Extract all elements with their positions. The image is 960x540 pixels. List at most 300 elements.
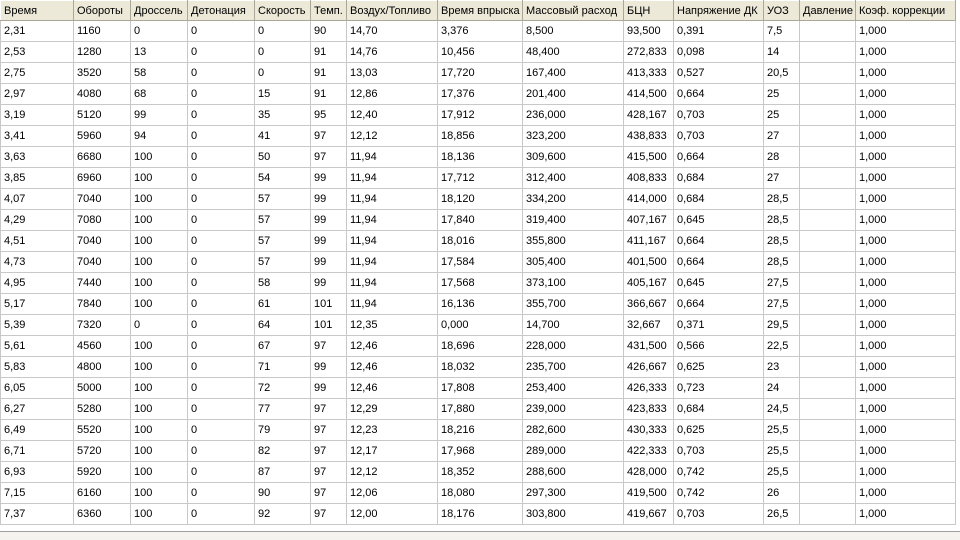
table-cell[interactable]: 1,000 (856, 294, 956, 315)
table-cell[interactable]: 8,500 (523, 21, 624, 42)
table-cell[interactable]: 3,376 (438, 21, 523, 42)
table-cell[interactable]: 0 (188, 84, 255, 105)
table-cell[interactable]: 0 (255, 21, 311, 42)
table-row[interactable] (1, 42, 956, 63)
table-cell[interactable]: 1,000 (856, 336, 956, 357)
table-cell[interactable]: 428,000 (624, 462, 674, 483)
table-cell[interactable]: 1,000 (856, 126, 956, 147)
table-cell[interactable]: 0 (188, 483, 255, 504)
table-cell[interactable]: 100 (131, 378, 188, 399)
table-cell[interactable]: 0 (188, 42, 255, 63)
table-cell[interactable]: 24 (764, 378, 800, 399)
table-cell[interactable]: 1,000 (856, 378, 956, 399)
table-cell[interactable]: 2,31 (1, 21, 74, 42)
table-cell[interactable]: 0 (255, 63, 311, 84)
table-cell[interactable]: 0,664 (674, 231, 764, 252)
table-cell[interactable]: 0,703 (674, 504, 764, 525)
table-cell[interactable]: 97 (311, 420, 347, 441)
table-cell[interactable]: 99 (311, 210, 347, 231)
column-header[interactable]: Время впрыска (438, 1, 523, 21)
table-row[interactable] (1, 336, 956, 357)
table-cell[interactable]: 1,000 (856, 231, 956, 252)
table-cell[interactable]: 25,5 (764, 441, 800, 462)
table-cell[interactable]: 422,333 (624, 441, 674, 462)
table-cell[interactable]: 5280 (74, 399, 131, 420)
table-cell[interactable]: 12,12 (347, 462, 438, 483)
table-cell[interactable]: 18,696 (438, 336, 523, 357)
table-cell[interactable]: 18,856 (438, 126, 523, 147)
table-row[interactable] (1, 105, 956, 126)
table-cell[interactable]: 12,12 (347, 126, 438, 147)
table-cell[interactable]: 79 (255, 420, 311, 441)
table-cell[interactable]: 100 (131, 420, 188, 441)
table-cell[interactable]: 5720 (74, 441, 131, 462)
table-cell[interactable]: 6160 (74, 483, 131, 504)
table-cell[interactable]: 272,833 (624, 42, 674, 63)
table-cell[interactable]: 71 (255, 357, 311, 378)
table-cell[interactable]: 407,167 (624, 210, 674, 231)
table-cell[interactable]: 1,000 (856, 168, 956, 189)
table-cell[interactable]: 24,5 (764, 399, 800, 420)
table-cell[interactable]: 1,000 (856, 462, 956, 483)
table-cell[interactable]: 11,94 (347, 168, 438, 189)
table-cell[interactable]: 423,833 (624, 399, 674, 420)
table-cell[interactable]: 18,016 (438, 231, 523, 252)
table-cell[interactable] (800, 399, 856, 420)
table-cell[interactable]: 430,333 (624, 420, 674, 441)
table-cell[interactable]: 0,664 (674, 252, 764, 273)
table-cell[interactable]: 99 (311, 273, 347, 294)
table-cell[interactable]: 0,703 (674, 126, 764, 147)
table-cell[interactable]: 1,000 (856, 315, 956, 336)
table-cell[interactable]: 18,216 (438, 420, 523, 441)
table-cell[interactable]: 15 (255, 84, 311, 105)
table-cell[interactable]: 17,840 (438, 210, 523, 231)
table-cell[interactable] (800, 252, 856, 273)
table-cell[interactable]: 7,5 (764, 21, 800, 42)
table-cell[interactable]: 366,667 (624, 294, 674, 315)
table-cell[interactable]: 11,94 (347, 252, 438, 273)
table-cell[interactable]: 5,61 (1, 336, 74, 357)
table-cell[interactable]: 57 (255, 189, 311, 210)
table-cell[interactable] (800, 42, 856, 63)
table-cell[interactable]: 5120 (74, 105, 131, 126)
table-cell[interactable]: 97 (311, 462, 347, 483)
table-cell[interactable]: 26,5 (764, 504, 800, 525)
table-cell[interactable]: 3,85 (1, 168, 74, 189)
table-cell[interactable]: 61 (255, 294, 311, 315)
table-cell[interactable]: 27,5 (764, 294, 800, 315)
table-cell[interactable]: 77 (255, 399, 311, 420)
table-cell[interactable]: 91 (311, 42, 347, 63)
table-row[interactable] (1, 231, 956, 252)
table-cell[interactable]: 5520 (74, 420, 131, 441)
table-cell[interactable]: 4080 (74, 84, 131, 105)
table-cell[interactable]: 355,800 (523, 231, 624, 252)
table-row[interactable] (1, 126, 956, 147)
column-header[interactable]: Коэф. коррекции (856, 1, 956, 21)
table-cell[interactable]: 18,032 (438, 357, 523, 378)
table-cell[interactable]: 1,000 (856, 441, 956, 462)
table-cell[interactable]: 101 (311, 315, 347, 336)
table-row[interactable] (1, 462, 956, 483)
table-cell[interactable]: 0,664 (674, 294, 764, 315)
table-cell[interactable]: 99 (311, 252, 347, 273)
table-cell[interactable] (800, 336, 856, 357)
table-cell[interactable]: 91 (311, 84, 347, 105)
table-cell[interactable]: 0 (188, 441, 255, 462)
table-cell[interactable]: 100 (131, 399, 188, 420)
table-cell[interactable]: 97 (311, 483, 347, 504)
table-cell[interactable]: 289,000 (523, 441, 624, 462)
table-cell[interactable]: 426,667 (624, 357, 674, 378)
table-cell[interactable]: 228,000 (523, 336, 624, 357)
table-cell[interactable]: 4560 (74, 336, 131, 357)
table-row[interactable] (1, 210, 956, 231)
table-cell[interactable]: 253,400 (523, 378, 624, 399)
table-cell[interactable]: 7080 (74, 210, 131, 231)
table-cell[interactable]: 0,703 (674, 441, 764, 462)
table-row[interactable] (1, 294, 956, 315)
table-cell[interactable] (800, 231, 856, 252)
column-header[interactable]: Скорость (255, 1, 311, 21)
horizontal-scrollbar[interactable] (0, 532, 960, 540)
table-row[interactable] (1, 168, 956, 189)
table-cell[interactable]: 0,566 (674, 336, 764, 357)
column-header[interactable]: Давление (800, 1, 856, 21)
table-cell[interactable]: 68 (131, 84, 188, 105)
table-row[interactable] (1, 273, 956, 294)
table-cell[interactable]: 64 (255, 315, 311, 336)
table-cell[interactable] (800, 168, 856, 189)
table-cell[interactable]: 6,05 (1, 378, 74, 399)
table-cell[interactable]: 91 (311, 63, 347, 84)
table-cell[interactable]: 12,46 (347, 336, 438, 357)
table-cell[interactable]: 1,000 (856, 252, 956, 273)
table-row[interactable] (1, 483, 956, 504)
table-cell[interactable]: 1,000 (856, 84, 956, 105)
table-cell[interactable]: 48,400 (523, 42, 624, 63)
table-cell[interactable]: 431,500 (624, 336, 674, 357)
table-cell[interactable]: 4,51 (1, 231, 74, 252)
table-cell[interactable]: 7040 (74, 189, 131, 210)
table-row[interactable] (1, 315, 956, 336)
table-cell[interactable]: 97 (311, 126, 347, 147)
table-cell[interactable]: 0 (188, 399, 255, 420)
table-cell[interactable]: 426,333 (624, 378, 674, 399)
table-cell[interactable]: 0 (188, 378, 255, 399)
table-cell[interactable]: 0,703 (674, 105, 764, 126)
table-cell[interactable] (800, 504, 856, 525)
table-cell[interactable]: 2,53 (1, 42, 74, 63)
table-cell[interactable]: 297,300 (523, 483, 624, 504)
table-cell[interactable]: 0 (188, 315, 255, 336)
table-cell[interactable]: 3,19 (1, 105, 74, 126)
table-cell[interactable]: 100 (131, 441, 188, 462)
table-cell[interactable]: 0,723 (674, 378, 764, 399)
table-cell[interactable]: 323,200 (523, 126, 624, 147)
table-cell[interactable]: 13 (131, 42, 188, 63)
table-cell[interactable]: 92 (255, 504, 311, 525)
table-cell[interactable]: 0 (188, 294, 255, 315)
table-cell[interactable]: 12,06 (347, 483, 438, 504)
table-cell[interactable] (800, 126, 856, 147)
table-cell[interactable]: 58 (255, 273, 311, 294)
table-cell[interactable]: 7040 (74, 231, 131, 252)
table-cell[interactable]: 0,742 (674, 483, 764, 504)
table-cell[interactable]: 100 (131, 147, 188, 168)
table-cell[interactable]: 100 (131, 336, 188, 357)
table-cell[interactable]: 1160 (74, 21, 131, 42)
table-cell[interactable]: 28,5 (764, 210, 800, 231)
table-cell[interactable]: 12,86 (347, 84, 438, 105)
table-cell[interactable]: 22,5 (764, 336, 800, 357)
table-cell[interactable]: 11,94 (347, 294, 438, 315)
table-cell[interactable]: 1,000 (856, 483, 956, 504)
table-cell[interactable] (800, 357, 856, 378)
table-cell[interactable]: 303,800 (523, 504, 624, 525)
table-row[interactable] (1, 420, 956, 441)
table-cell[interactable]: 282,600 (523, 420, 624, 441)
table-cell[interactable]: 94 (131, 126, 188, 147)
table-cell[interactable]: 405,167 (624, 273, 674, 294)
column-header[interactable]: Детонация (188, 1, 255, 21)
table-cell[interactable]: 18,136 (438, 147, 523, 168)
table-cell[interactable]: 11,94 (347, 273, 438, 294)
table-cell[interactable]: 7440 (74, 273, 131, 294)
table-cell[interactable]: 6960 (74, 168, 131, 189)
table-cell[interactable]: 5000 (74, 378, 131, 399)
table-cell[interactable]: 0 (188, 189, 255, 210)
table-cell[interactable]: 95 (311, 105, 347, 126)
table-cell[interactable]: 28,5 (764, 189, 800, 210)
table-cell[interactable]: 90 (311, 21, 347, 42)
table-cell[interactable]: 101 (311, 294, 347, 315)
column-header[interactable]: Массовый расход (523, 1, 624, 21)
table-cell[interactable]: 13,03 (347, 63, 438, 84)
table-cell[interactable]: 0 (188, 462, 255, 483)
table-cell[interactable]: 4,07 (1, 189, 74, 210)
table-cell[interactable]: 408,833 (624, 168, 674, 189)
table-cell[interactable]: 14,76 (347, 42, 438, 63)
table-cell[interactable]: 10,456 (438, 42, 523, 63)
table-cell[interactable]: 12,35 (347, 315, 438, 336)
table-cell[interactable]: 2,97 (1, 84, 74, 105)
table-cell[interactable] (800, 189, 856, 210)
table-cell[interactable]: 7040 (74, 252, 131, 273)
table-cell[interactable]: 12,23 (347, 420, 438, 441)
table-cell[interactable]: 41 (255, 126, 311, 147)
table-cell[interactable]: 5,39 (1, 315, 74, 336)
table-cell[interactable]: 35 (255, 105, 311, 126)
table-cell[interactable]: 100 (131, 168, 188, 189)
column-header[interactable]: Напряжение ДК (674, 1, 764, 21)
table-cell[interactable]: 419,500 (624, 483, 674, 504)
table-cell[interactable]: 12,46 (347, 357, 438, 378)
table-cell[interactable]: 3,63 (1, 147, 74, 168)
table-cell[interactable]: 25,5 (764, 462, 800, 483)
table-cell[interactable]: 28 (764, 147, 800, 168)
table-cell[interactable]: 5,17 (1, 294, 74, 315)
table-cell[interactable]: 0 (188, 210, 255, 231)
table-cell[interactable]: 0,664 (674, 147, 764, 168)
table-cell[interactable]: 11,94 (347, 147, 438, 168)
table-cell[interactable] (800, 483, 856, 504)
table-cell[interactable]: 12,40 (347, 105, 438, 126)
table-cell[interactable]: 1,000 (856, 504, 956, 525)
table-cell[interactable]: 100 (131, 252, 188, 273)
table-cell[interactable]: 54 (255, 168, 311, 189)
column-header[interactable]: Обороты (74, 1, 131, 21)
table-cell[interactable]: 6,93 (1, 462, 74, 483)
table-cell[interactable]: 0 (188, 252, 255, 273)
table-cell[interactable] (800, 147, 856, 168)
table-cell[interactable]: 7320 (74, 315, 131, 336)
table-cell[interactable]: 0,371 (674, 315, 764, 336)
table-cell[interactable]: 6,49 (1, 420, 74, 441)
table-cell[interactable]: 0,684 (674, 189, 764, 210)
table-cell[interactable]: 1,000 (856, 63, 956, 84)
table-cell[interactable]: 0 (188, 336, 255, 357)
table-cell[interactable]: 0,684 (674, 168, 764, 189)
column-header[interactable]: Темп. (311, 1, 347, 21)
table-cell[interactable]: 7,37 (1, 504, 74, 525)
table-cell[interactable]: 0 (188, 147, 255, 168)
table-cell[interactable]: 99 (311, 378, 347, 399)
table-cell[interactable]: 236,000 (523, 105, 624, 126)
table-cell[interactable] (800, 63, 856, 84)
table-cell[interactable]: 312,400 (523, 168, 624, 189)
table-cell[interactable]: 11,94 (347, 231, 438, 252)
table-cell[interactable]: 0,645 (674, 273, 764, 294)
table-cell[interactable]: 97 (311, 336, 347, 357)
table-cell[interactable] (800, 462, 856, 483)
table-cell[interactable]: 0,391 (674, 21, 764, 42)
table-cell[interactable]: 1280 (74, 42, 131, 63)
table-cell[interactable]: 57 (255, 231, 311, 252)
table-cell[interactable]: 167,400 (523, 63, 624, 84)
table-cell[interactable]: 17,584 (438, 252, 523, 273)
table-cell[interactable]: 0 (188, 63, 255, 84)
table-cell[interactable]: 0,625 (674, 420, 764, 441)
table-cell[interactable]: 26 (764, 483, 800, 504)
table-cell[interactable]: 12,29 (347, 399, 438, 420)
table-cell[interactable]: 20,5 (764, 63, 800, 84)
table-cell[interactable]: 18,352 (438, 462, 523, 483)
table-cell[interactable]: 355,700 (523, 294, 624, 315)
table-cell[interactable]: 99 (311, 357, 347, 378)
table-cell[interactable]: 411,167 (624, 231, 674, 252)
table-cell[interactable]: 0,000 (438, 315, 523, 336)
table-cell[interactable] (800, 105, 856, 126)
table-cell[interactable]: 12,17 (347, 441, 438, 462)
table-cell[interactable]: 415,500 (624, 147, 674, 168)
table-cell[interactable]: 99 (131, 105, 188, 126)
table-cell[interactable] (800, 315, 856, 336)
table-cell[interactable]: 17,720 (438, 63, 523, 84)
table-cell[interactable]: 12,46 (347, 378, 438, 399)
table-cell[interactable]: 7,15 (1, 483, 74, 504)
table-cell[interactable]: 0,645 (674, 210, 764, 231)
table-cell[interactable]: 6680 (74, 147, 131, 168)
table-cell[interactable]: 57 (255, 210, 311, 231)
table-cell[interactable]: 17,808 (438, 378, 523, 399)
table-cell[interactable]: 17,968 (438, 441, 523, 462)
table-cell[interactable]: 1,000 (856, 399, 956, 420)
table-cell[interactable]: 319,400 (523, 210, 624, 231)
table-cell[interactable]: 0,684 (674, 399, 764, 420)
table-cell[interactable]: 5920 (74, 462, 131, 483)
table-cell[interactable]: 1,000 (856, 210, 956, 231)
table-cell[interactable]: 17,912 (438, 105, 523, 126)
table-cell[interactable]: 25 (764, 84, 800, 105)
table-cell[interactable] (800, 21, 856, 42)
table-cell[interactable]: 25,5 (764, 420, 800, 441)
table-row[interactable] (1, 399, 956, 420)
table-cell[interactable]: 100 (131, 462, 188, 483)
table-cell[interactable] (800, 441, 856, 462)
table-cell[interactable]: 0 (188, 231, 255, 252)
table-cell[interactable] (800, 294, 856, 315)
table-cell[interactable]: 413,333 (624, 63, 674, 84)
table-cell[interactable]: 29,5 (764, 315, 800, 336)
column-header[interactable]: БЦН (624, 1, 674, 21)
table-cell[interactable]: 1,000 (856, 357, 956, 378)
table-row[interactable] (1, 147, 956, 168)
table-cell[interactable]: 1,000 (856, 105, 956, 126)
table-cell[interactable]: 12,00 (347, 504, 438, 525)
table-cell[interactable]: 17,880 (438, 399, 523, 420)
table-cell[interactable]: 100 (131, 504, 188, 525)
table-cell[interactable]: 5,83 (1, 357, 74, 378)
table-cell[interactable]: 1,000 (856, 273, 956, 294)
table-cell[interactable]: 16,136 (438, 294, 523, 315)
table-row[interactable] (1, 441, 956, 462)
table-cell[interactable]: 6,27 (1, 399, 74, 420)
table-cell[interactable]: 0 (188, 273, 255, 294)
table-cell[interactable]: 3,41 (1, 126, 74, 147)
table-cell[interactable]: 87 (255, 462, 311, 483)
table-cell[interactable]: 0 (188, 357, 255, 378)
table-cell[interactable]: 25 (764, 105, 800, 126)
table-cell[interactable]: 100 (131, 357, 188, 378)
table-cell[interactable]: 373,100 (523, 273, 624, 294)
table-cell[interactable]: 4,95 (1, 273, 74, 294)
table-cell[interactable]: 0 (255, 42, 311, 63)
table-cell[interactable]: 235,700 (523, 357, 624, 378)
column-header[interactable]: Время (1, 1, 74, 21)
table-cell[interactable]: 5960 (74, 126, 131, 147)
table-cell[interactable]: 0 (188, 420, 255, 441)
column-header[interactable]: УОЗ (764, 1, 800, 21)
table-cell[interactable]: 7840 (74, 294, 131, 315)
table-cell[interactable]: 0 (188, 105, 255, 126)
table-cell[interactable]: 0,625 (674, 357, 764, 378)
table-cell[interactable]: 27 (764, 126, 800, 147)
table-cell[interactable]: 14,70 (347, 21, 438, 42)
table-cell[interactable]: 14 (764, 42, 800, 63)
table-cell[interactable]: 1,000 (856, 42, 956, 63)
table-cell[interactable]: 97 (311, 399, 347, 420)
table-cell[interactable] (800, 378, 856, 399)
table-cell[interactable]: 309,600 (523, 147, 624, 168)
table-row[interactable] (1, 189, 956, 210)
table-cell[interactable]: 419,667 (624, 504, 674, 525)
table-cell[interactable]: 4,73 (1, 252, 74, 273)
table-cell[interactable] (800, 273, 856, 294)
column-header[interactable]: Дроссель (131, 1, 188, 21)
table-cell[interactable]: 32,667 (624, 315, 674, 336)
